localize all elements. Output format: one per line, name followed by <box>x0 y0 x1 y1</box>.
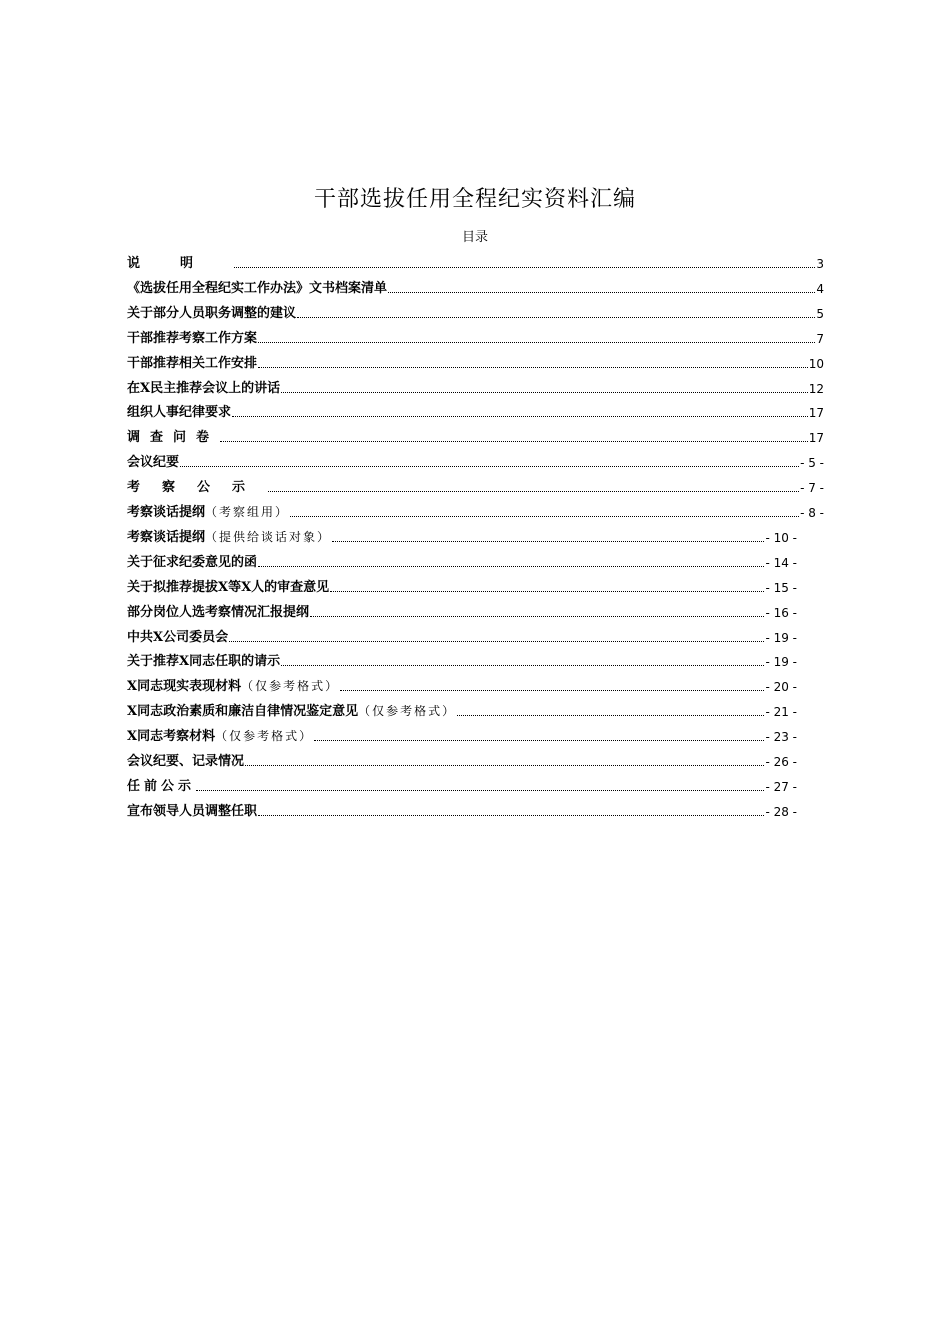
toc-entry-note: （仅参考格式） <box>358 704 457 719</box>
toc-entry[interactable] <box>127 372 824 397</box>
toc-page-number: 4 <box>816 281 824 296</box>
toc-entry[interactable] <box>127 695 797 720</box>
toc-entry[interactable] <box>127 770 797 795</box>
toc-entry-note: （提供给谈话对象） <box>205 529 332 544</box>
toc-entry-note: （仅参考格式） <box>215 729 314 744</box>
toc-entry-title <box>127 555 257 571</box>
toc-entry[interactable] <box>127 745 797 770</box>
dot-leader <box>232 415 808 417</box>
toc-entry[interactable] <box>127 546 797 571</box>
toc-entry-title <box>127 605 309 621</box>
toc-entry-label: 关于征求纪委意见的函 <box>127 554 258 570</box>
dot-leader <box>258 366 808 368</box>
dot-leader <box>332 540 764 542</box>
toc-entry-label: 部分岗位人选考察情况汇报提纲 <box>127 604 310 620</box>
toc-page-number: 17 <box>808 431 824 446</box>
dot-leader <box>457 714 764 716</box>
dot-leader <box>234 266 815 268</box>
toc-entry-title <box>127 306 296 322</box>
toc-entry-label: 宣布领导人员调整任职 <box>127 803 258 819</box>
toc-entry[interactable] <box>127 720 797 745</box>
toc-page-number: 3 <box>816 257 824 271</box>
toc-entry-title <box>127 728 313 745</box>
toc-page-number: - 7 - <box>800 481 824 496</box>
toc-page-number: - 19 - <box>765 655 797 670</box>
toc-entry-title <box>127 804 257 820</box>
toc-entry-label: 会议纪要 <box>127 455 180 471</box>
toc-entry-label: 说明 <box>127 256 234 271</box>
dot-leader <box>340 689 764 691</box>
toc-entry[interactable] <box>127 670 797 695</box>
toc-entry[interactable] <box>127 272 824 297</box>
dot-leader <box>314 739 764 741</box>
dot-leader <box>180 465 799 467</box>
toc-page-number: - 5 - <box>800 456 824 471</box>
toc-page-number: - 10 - <box>765 530 797 545</box>
dot-leader <box>330 590 764 592</box>
document-title: 干部选拔任用全程纪实资料汇编 <box>313 187 636 212</box>
toc-entry-title <box>127 381 280 397</box>
toc-entry-note: （仅参考格式） <box>241 679 340 694</box>
toc-entry-label: 关于拟推荐提拔X等X人的审查意见 <box>127 579 330 595</box>
toc-entry[interactable] <box>127 795 797 820</box>
toc-entry[interactable] <box>127 421 824 446</box>
toc-page-number: - 20 - <box>765 680 797 695</box>
dot-leader <box>297 316 815 318</box>
toc-entry-title <box>127 654 280 670</box>
toc-entry-title <box>127 331 257 347</box>
toc-page-number: - 8 - <box>800 506 824 520</box>
dot-leader <box>229 640 764 642</box>
dot-leader <box>310 615 764 617</box>
dot-leader <box>220 440 808 442</box>
toc-entry-label: 干部推荐相关工作安排 <box>127 355 258 371</box>
toc-heading: 目录 <box>461 230 488 245</box>
toc-page-number: - 27 - <box>765 779 797 794</box>
toc-entry[interactable] <box>127 521 797 546</box>
toc-entry-label: 关于推荐X同志任职的请示 <box>127 654 281 670</box>
toc-entry[interactable] <box>127 347 824 372</box>
toc-entry-label: 考察谈话提纲 <box>127 505 206 520</box>
toc-entry[interactable] <box>127 471 824 496</box>
toc-entry-label: 组织人事纪律要求 <box>127 405 232 421</box>
toc-entry-title <box>127 455 179 471</box>
toc-entry-note: （考察组用） <box>205 505 290 519</box>
toc-entry-title <box>127 779 195 795</box>
toc-entry-label: 调查问卷 <box>127 430 220 446</box>
toc-entry-title <box>127 256 233 272</box>
dot-leader <box>281 664 764 666</box>
dot-leader <box>245 764 764 766</box>
toc-entry-title <box>127 480 267 496</box>
toc-entry-title <box>127 504 289 521</box>
toc-page-number: - 28 - <box>765 804 797 819</box>
toc-entry-title <box>127 405 231 421</box>
toc-page-number: - 16 - <box>765 605 797 620</box>
toc-entry-label: 干部推荐考察工作方案 <box>127 330 258 346</box>
toc-entry-label: 考察谈话提纲 <box>127 529 206 545</box>
toc-entry-label: 《选拔任用全程纪实工作办法》文书档案清单 <box>127 280 388 296</box>
dot-leader <box>258 814 764 816</box>
toc-page-number: - 21 - <box>765 705 797 720</box>
dot-leader <box>290 515 799 517</box>
dot-leader <box>258 341 815 343</box>
dot-leader <box>388 291 815 293</box>
toc-entry-title <box>127 678 339 695</box>
toc-page-number: - 23 - <box>765 730 797 745</box>
toc-entry-label: 任前公示 <box>127 778 196 794</box>
toc-page-number: 7 <box>816 331 824 346</box>
toc-entry-label: 中共X公司委员会 <box>127 629 229 645</box>
toc-entry-title <box>127 580 329 596</box>
toc-entry-title <box>127 356 257 372</box>
toc-page-number: - 19 - <box>765 630 797 645</box>
toc-entry-label: 关于部分人员职务调整的建议 <box>127 305 297 321</box>
toc-entry-title <box>127 529 331 546</box>
toc-entry[interactable] <box>127 446 824 471</box>
toc-page-number: 5 <box>816 306 824 321</box>
toc-entry[interactable] <box>127 621 797 646</box>
dot-leader <box>258 565 764 567</box>
toc-entry[interactable] <box>127 247 824 272</box>
toc-entry[interactable] <box>127 571 797 596</box>
toc-entry-label: X同志现实表现材料 <box>127 679 242 695</box>
toc-page-number: - 14 - <box>765 555 797 570</box>
toc-page-number: - 15 - <box>765 580 797 595</box>
toc-entry[interactable] <box>127 297 824 322</box>
dot-leader <box>281 391 808 393</box>
dot-leader <box>196 789 764 791</box>
toc-page-number: - 26 - <box>765 755 797 769</box>
toc-entry-label: 会议纪要、记录情况 <box>127 754 245 769</box>
toc-page-number: 17 <box>808 406 824 421</box>
toc-entry-label: 在X民主推荐会议上的讲话 <box>127 380 281 396</box>
toc-entry[interactable] <box>127 645 797 670</box>
toc-entry-label: X同志考察材料 <box>127 729 216 745</box>
toc-entry-title <box>127 281 387 297</box>
dot-leader <box>268 490 799 492</box>
toc-entry-label: X同志政治素质和廉洁自律情况鉴定意见 <box>127 704 359 720</box>
toc-entry-title <box>127 630 228 646</box>
toc-entry-label: 考察公示 <box>127 480 268 496</box>
toc-entry[interactable] <box>127 596 797 621</box>
toc-entry[interactable] <box>127 396 824 421</box>
toc-page-number: 10 <box>808 356 824 371</box>
toc-entry-title <box>127 703 456 720</box>
toc-page-number: 12 <box>808 381 824 396</box>
toc-entry[interactable] <box>127 496 824 521</box>
toc-entry-title <box>127 430 219 446</box>
toc-entry-title <box>127 754 244 770</box>
toc-entry[interactable] <box>127 322 824 347</box>
